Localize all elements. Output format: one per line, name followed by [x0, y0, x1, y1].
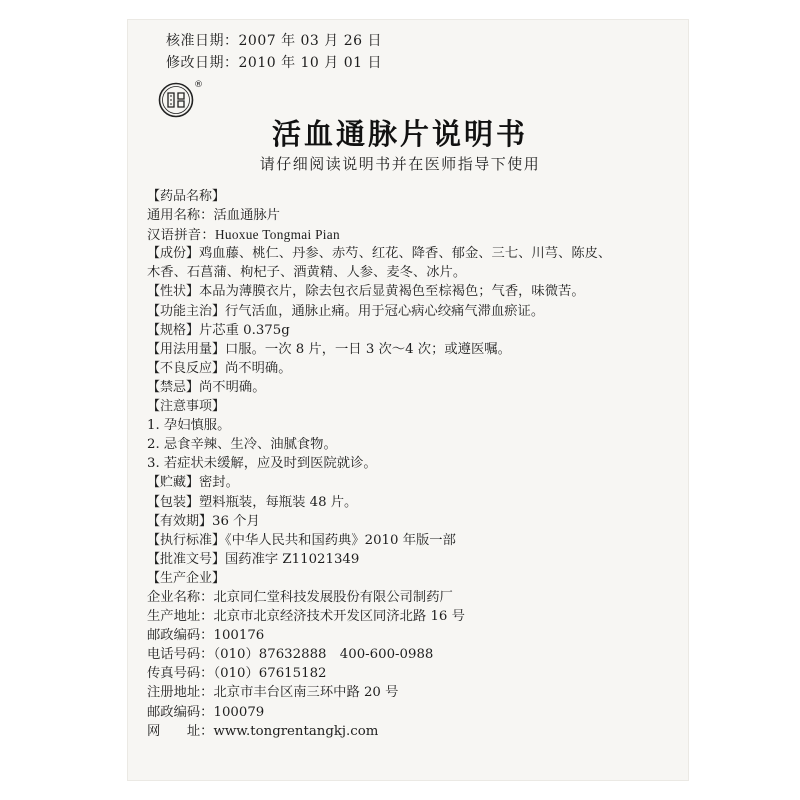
- section-heading-standard: 【执行标准】: [147, 532, 226, 548]
- document-title: 活血通脉片说明书: [271, 117, 528, 151]
- generic-name: 通用名称：活血通脉片: [147, 208, 280, 224]
- package-row: [147, 493, 667, 512]
- document-subtitle: 请仔细阅读说明书并在医师指导下使用: [259, 155, 541, 173]
- approval-number-row: [147, 550, 667, 569]
- section-heading-package: 【包装】: [147, 494, 200, 510]
- character-row: [147, 282, 667, 301]
- section-heading-precautions: 【注意事项】: [147, 399, 226, 415]
- revision-date: 修改日期：2010 年 10 月 01 日: [166, 55, 383, 71]
- adverse-reactions-row: [147, 359, 667, 378]
- precaution-item-2: 2. 忌食辛辣、生冷、油腻食物。: [147, 437, 337, 453]
- standard-text: 《中华人民共和国药典》2010 年版一部: [225, 532, 456, 548]
- manufacturer-company: 企业名称：北京同仁堂科技发展股份有限公司制药厂: [147, 589, 453, 605]
- manufacturer-phone: 电话号码：（010）87632888 400-600-0988: [147, 647, 434, 663]
- indications-text: 行气活血，通脉止痛。用于冠心病心绞痛气滞血瘀证。: [225, 303, 545, 319]
- ingredients-text-1: 鸡血藤、桃仁、丹参、赤芍、红花、降香、郁金、三七、川芎、陈皮、: [199, 246, 612, 262]
- section-heading-dosage: 【用法用量】: [147, 341, 226, 357]
- section-heading-adverse-reactions: 【不良反应】: [147, 360, 226, 376]
- manufacturer-address: 生产地址：北京市北京经济技术开发区同济北路 16 号: [147, 609, 465, 625]
- section-heading-character: 【性状】: [147, 284, 200, 300]
- specification-row: [147, 321, 667, 340]
- storage-row: [147, 473, 667, 492]
- manufacturer-postcode: 邮政编码：100176: [147, 628, 265, 644]
- precaution-item-3: 3. 若症状未缓解，应及时到医院就诊。: [147, 456, 377, 472]
- section-heading-specification: 【规格】: [147, 322, 200, 338]
- pinyin-name: 汉语拼音：Huoxue Tongmai Pian: [147, 227, 340, 243]
- character-text: 本品为薄膜衣片，除去包衣后显黄褐色至棕褐色；气香，味微苦。: [199, 284, 585, 300]
- section-heading-drug-name: 【药品名称】: [147, 189, 226, 204]
- standard-row: [147, 531, 667, 550]
- section-heading-storage: 【贮藏】: [147, 475, 200, 491]
- section-heading-approval-number: 【批准文号】: [147, 551, 226, 567]
- manufacturer-fax: 传真号码：（010）67615182: [147, 666, 327, 682]
- section-heading-ingredients: 【成份】: [147, 246, 200, 262]
- validity-row: [147, 512, 667, 531]
- contraindications-row: [147, 378, 667, 397]
- section-heading-validity: 【有效期】: [147, 513, 213, 529]
- ingredients-text-2: 木香、石菖蒲、枸杞子、酒黄精、人参、麦冬、冰片。: [147, 265, 467, 281]
- manufacturer-website: 网 址：www.tongrentangkj.com: [147, 723, 379, 739]
- manufacturer-reg-address: 注册地址：北京市丰台区南三环中路 20 号: [147, 685, 399, 701]
- package-text: 塑料瓶装，每瓶装 48 片。: [199, 494, 358, 510]
- adverse-reactions-text: 尚不明确。: [225, 360, 292, 376]
- section-heading-manufacturer: 【生产企业】: [147, 570, 226, 586]
- header-dates: [166, 30, 382, 74]
- approval-number-text: 国药准字 Z11021349: [225, 551, 360, 567]
- dosage-text: 口服。一次 8 片，一日 3 次～4 次；或遵医嘱。: [225, 341, 511, 357]
- contraindications-text: 尚不明确。: [199, 379, 266, 395]
- indications-row: [147, 302, 667, 321]
- validity-text: 36 个月: [212, 513, 260, 529]
- manufacturer-reg-postcode: 邮政编码：100079: [147, 704, 265, 720]
- approval-date: 核准日期：2007 年 03 月 26 日: [166, 33, 383, 49]
- specification-text: 片芯重 0.375g: [199, 322, 290, 338]
- ingredients-line-1: [147, 244, 667, 263]
- precaution-item-1: 1. 孕妇慎服。: [147, 418, 231, 434]
- leaflet-body: [147, 187, 667, 741]
- registered-mark: ®: [194, 80, 203, 90]
- section-heading-contraindications: 【禁忌】: [147, 379, 200, 395]
- dosage-row: [147, 340, 667, 359]
- section-heading-indications: 【功能主治】: [147, 303, 226, 319]
- storage-text: 密封。: [199, 475, 239, 491]
